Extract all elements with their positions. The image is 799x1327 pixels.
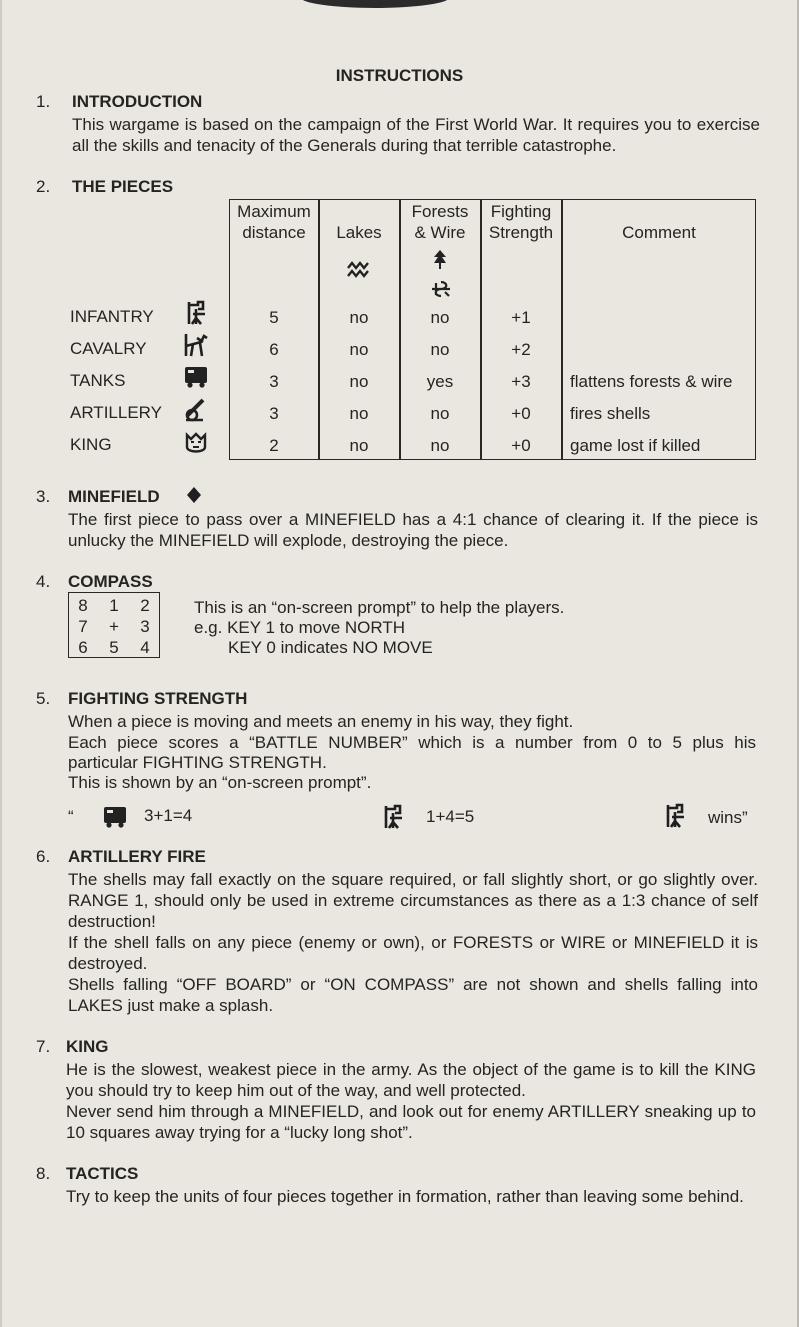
cell-fighting: +2	[511, 340, 531, 359]
section-number: 8.	[36, 1164, 51, 1183]
section-heading: COMPASS	[68, 572, 153, 591]
example-result: wins”	[708, 808, 748, 827]
cell-distance: 6	[269, 340, 279, 359]
header-comment: Comment	[622, 223, 696, 242]
cell-comment: flattens forests & wire	[570, 372, 733, 391]
infantry-icon	[662, 803, 688, 829]
section-number: 5.	[36, 689, 51, 708]
cell-fighting: +0	[511, 404, 531, 423]
cell-forests: no	[430, 436, 450, 455]
section-line: This is shown by an “on-screen prompt”.	[68, 773, 372, 792]
infantry-icon	[380, 804, 406, 830]
header-line: distance	[242, 223, 306, 242]
section-number: 3.	[36, 487, 51, 506]
section-heading: MINEFIELD	[68, 487, 160, 506]
cell-lakes: no	[349, 436, 369, 455]
section-heading: INTRODUCTION	[72, 92, 203, 111]
section-paragraph: He is the slowest, weakest piece in the army. As the object of the game is to kill the KING you should try to keep him out of the way, and well protected.	[66, 1060, 756, 1100]
cell-distance: 3	[269, 372, 279, 391]
artillery-icon	[183, 396, 209, 422]
header-distance	[230, 201, 318, 243]
tank-icon	[183, 363, 209, 389]
cell-forests: no	[430, 308, 450, 327]
section-heading: ARTILLERY FIRE	[68, 847, 206, 866]
compass-cell: 4	[140, 638, 150, 657]
lake-icon	[346, 259, 372, 281]
cell-lakes: no	[349, 404, 369, 423]
row-label-cavalry: CAVALRY	[70, 339, 147, 358]
king-icon	[183, 429, 209, 455]
compass-cell: +	[109, 617, 119, 636]
section-body: Try to keep the units of four pieces together in formation, rather than leaving some behind.	[66, 1187, 744, 1206]
header-lakes: Lakes	[336, 223, 382, 242]
compass-cell: 6	[78, 638, 88, 657]
mine-icon	[186, 486, 202, 504]
ink-blot	[300, 0, 450, 8]
header-fighting-strength	[481, 201, 561, 243]
section-line: Each piece scores a “BATTLE NUMBER” which is a number from 0 to 5 plus his	[68, 733, 756, 752]
row-label-tanks: TANKS	[70, 371, 126, 390]
cell-comment: game lost if killed	[570, 436, 701, 455]
tank-icon	[102, 803, 128, 829]
header-line: Forests	[411, 202, 469, 221]
compass-cell: 5	[109, 638, 119, 657]
section-paragraph: Shells falling “OFF BOARD” or “ON COMPASS” are not shown and shells falling into LAKES just make a splash.	[68, 975, 758, 1015]
section-body: The first piece to pass over a MINEFIELD has a 4:1 chance of clearing it. If the piece is unlucky the MINEFIELD will explode, destroying the piece.	[68, 510, 758, 550]
section-number: 6.	[36, 847, 51, 866]
section-heading: THE PIECES	[72, 177, 174, 196]
forest-icon	[432, 249, 448, 271]
compass-line: This is an “on-screen prompt” to help the players.	[194, 598, 565, 617]
header-line: Maximum	[237, 202, 311, 221]
cell-fighting: +3	[511, 372, 531, 391]
compass-cell: 2	[140, 596, 150, 615]
section-heading: FIGHTING STRENGTH	[68, 689, 248, 708]
cell-comment: fires shells	[570, 404, 651, 423]
wire-icon	[430, 279, 452, 299]
row-label-infantry: INFANTRY	[70, 307, 154, 326]
header-line: & Wire	[414, 223, 466, 242]
example-infantry-score: 1+4=5	[426, 807, 475, 826]
section-line: When a piece is moving and meets an enemy in his way, they fight.	[68, 712, 574, 731]
cell-forests: no	[430, 340, 450, 359]
example-tank-score: 3+1=4	[144, 806, 193, 825]
row-label-king: KING	[70, 435, 112, 454]
cell-distance: 3	[269, 404, 279, 423]
cell-lakes: no	[349, 308, 369, 327]
compass-line: KEY 0 indicates NO MOVE	[228, 638, 433, 657]
compass-cell: 3	[140, 617, 150, 636]
cell-distance: 2	[269, 436, 279, 455]
section-heading: TACTICS	[66, 1164, 139, 1183]
cell-forests: no	[430, 404, 450, 423]
compass-cell: 8	[78, 596, 88, 615]
cell-forests: yes	[426, 372, 454, 391]
section-number: 4.	[36, 572, 51, 591]
row-label-artillery: ARTILLERY	[70, 403, 162, 422]
header-line: Strength	[488, 223, 554, 242]
section-number: 7.	[36, 1037, 51, 1056]
compass-cell: 7	[78, 617, 88, 636]
section-number: 1.	[36, 92, 51, 111]
header-forests-wire	[400, 201, 480, 243]
section-body: This wargame is based on the campaign of the First World War. It requires you to exercise all the skills and tenacity of the Generals during that terrible catastrophe.	[72, 115, 760, 155]
section-line: particular FIGHTING STRENGTH.	[68, 753, 327, 772]
page-title: INSTRUCTIONS	[335, 66, 464, 85]
section-paragraph: Never send him through a MINEFIELD, and look out for enemy ARTILLERY sneaking up to 10 squares away trying for a “lucky long shot”.	[66, 1102, 756, 1142]
cell-lakes: no	[349, 340, 369, 359]
cell-fighting: +0	[511, 436, 531, 455]
compass-cell: 1	[109, 596, 119, 615]
section-heading: KING	[66, 1037, 109, 1056]
cell-fighting: +1	[511, 308, 531, 327]
section-paragraph: The shells may fall exactly on the square required, or fall slightly short, or go slightly over. RANGE 1, should only be used in extreme circumstances as there as a 1:3 chance of self destruction!	[68, 870, 758, 931]
infantry-icon	[183, 300, 209, 326]
cavalry-icon	[183, 332, 209, 358]
cell-distance: 5	[269, 308, 279, 327]
page-edge-left	[0, 0, 2, 1327]
section-number: 2.	[36, 177, 51, 196]
header-line: Fighting	[490, 202, 552, 221]
compass-line: e.g. KEY 1 to move NORTH	[194, 618, 406, 637]
example-open-quote: “	[68, 807, 74, 826]
cell-lakes: no	[349, 372, 369, 391]
section-paragraph: If the shell falls on any piece (enemy or own), or FORESTS or WIRE or MINEFIELD it is destroyed.	[68, 933, 758, 973]
